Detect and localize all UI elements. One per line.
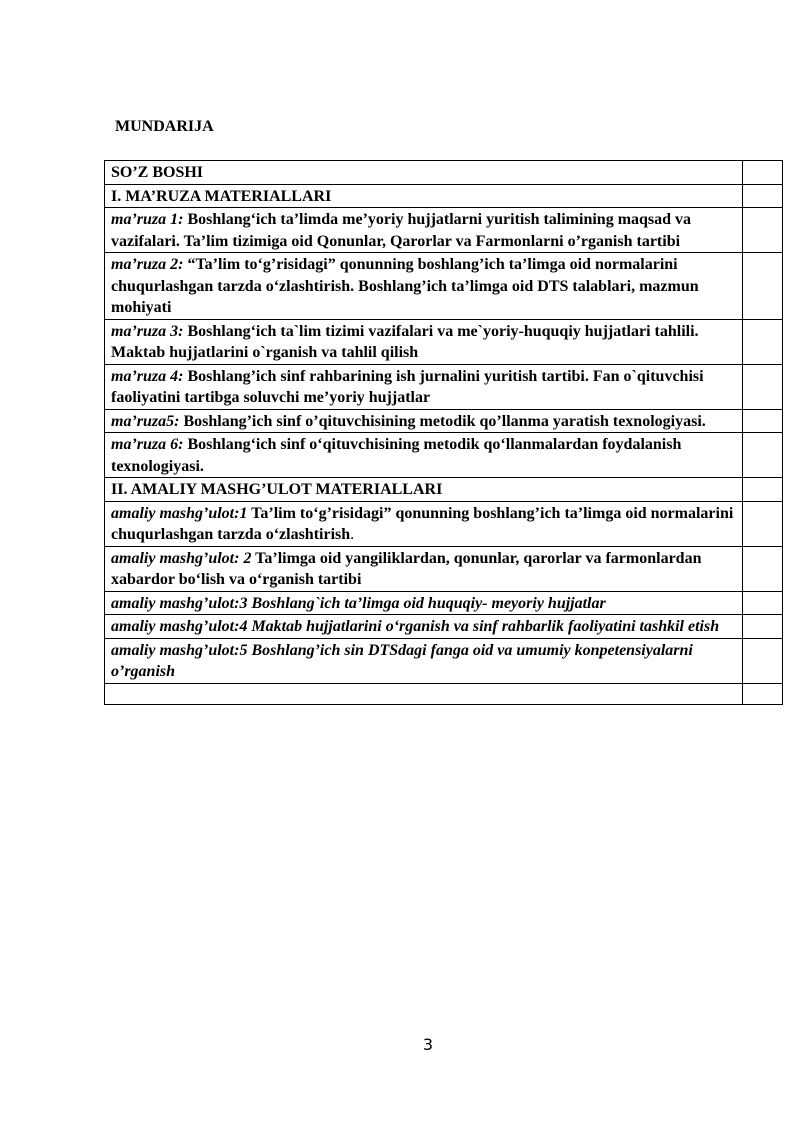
lecture-title: Boshlang’ich sinf rahbarining ish jurnalini yuritish tartibi. Fan o`qituvchisi faoliyatini tartibga soluvchi me’yoriy hujjatlar <box>111 367 704 406</box>
toc-row-empty <box>105 683 783 704</box>
practical-title: Maktab hujjatlarini o‘rganish va sinf rahbarlik faoliyatini tashkil etish <box>247 618 720 635</box>
toc-entry-practical-5[interactable] <box>105 638 743 683</box>
practical-title-tail: . <box>350 526 355 543</box>
toc-row-lecture-2 <box>105 253 783 320</box>
toc-page-cell <box>743 591 783 615</box>
toc-entry-practical-1[interactable] <box>105 501 743 546</box>
toc-page-cell <box>743 409 783 433</box>
page-number: 3 <box>422 1035 434 1054</box>
lecture-label: ma’ruza 1: <box>111 211 184 228</box>
lecture-label: ma’ruza 4: <box>111 367 184 385</box>
lecture-title: Boshlang‘ich sinf o‘qituvchisining metodik qo‘llanmalardan foydalanish texnologiyasi. <box>111 436 682 475</box>
toc-row-practical-4 <box>105 615 783 639</box>
toc-row-practical-5 <box>105 638 783 683</box>
toc-section-lectures[interactable]: I. MA’RUZA MATERIALLARI <box>105 184 743 208</box>
practical-label: amaliy mashg’ulot:3 <box>111 594 248 612</box>
toc-page-cell <box>743 364 783 409</box>
toc-entry-lecture-1[interactable] <box>105 208 743 253</box>
toc-entry-lecture-5[interactable] <box>105 409 743 433</box>
lecture-title: “Ta’lim to‘g’risidagi” qonunning boshlang’ich ta’limga oid normalarini chuqurlashgan tarzda o‘zlashtirish. Boshlang’ich ta’limga oid DTS talablari, mazmun mohiyati <box>111 256 699 316</box>
practical-title: Boshlang’ich sin DTSdagi fanga oid va umumiy konpetensiyalarni o’rganish <box>111 641 693 680</box>
toc-entry-lecture-6[interactable] <box>105 433 743 478</box>
toc-entry-foreword[interactable]: SO’Z BOSHI <box>105 161 743 185</box>
lecture-title: Boshlang’ich sinf o’qituvchisining metodik qo’llanma yaratish texnologiyasi. <box>179 412 706 430</box>
toc-row-lecture-1 <box>105 208 783 253</box>
toc-row-lecture-5 <box>105 409 783 433</box>
toc-row-lecture-6 <box>105 433 783 478</box>
lecture-label: ma’ruza 3: <box>111 322 184 340</box>
lecture-title: Boshlang‘ich ta`lim tizimi vazifalari va me`yoriy-huquqiy hujjatlari tahlili. Maktab hujjatlarini o`rganish va tahlil qilish <box>111 322 699 361</box>
toc-row-practical-3 <box>105 591 783 615</box>
toc-section-practicals[interactable]: II. AMALIY MASHG’ULOT MATERIALLARI <box>105 478 743 502</box>
lecture-title: Boshlang‘ich ta’limda me’yoriy hujjatlarni yuritish talimining maqsad va vazifalari. Ta’lim tizimiga oid Qonunlar, Qarorlar va Farmonlarni o’rganish tartibi <box>111 211 692 250</box>
toc-page-cell <box>743 478 783 502</box>
toc-entry-practical-4[interactable] <box>105 615 743 639</box>
toc-row-foreword <box>105 161 783 185</box>
toc-page-cell <box>743 615 783 639</box>
toc-entry-practical-2[interactable] <box>105 546 743 591</box>
toc-entry-lecture-2[interactable] <box>105 253 743 320</box>
toc-row-lecture-3 <box>105 319 783 364</box>
toc-row-practical-2 <box>105 546 783 591</box>
toc-entry-practical-3[interactable] <box>105 591 743 615</box>
toc-page-cell <box>743 161 783 185</box>
practical-title: Boshlang`ich ta’limga oid huquqiy- meyoriy hujjatlar <box>247 594 606 612</box>
practical-title: Ta’lim to‘g’risidagi” qonunning boshlang’ich ta’limga oid normalarini chuqurlashgan tarzda o‘zlashtirish <box>111 504 734 543</box>
toc-row-practical-1 <box>105 501 783 546</box>
lecture-label: ma’ruza5: <box>111 412 180 430</box>
lecture-label: ma’ruza 6: <box>111 436 184 453</box>
toc-page-cell <box>743 546 783 591</box>
toc-entry-lecture-3[interactable] <box>105 319 743 364</box>
toc-page-cell <box>743 433 783 478</box>
practical-label: amaliy mashg’ulot: 2 <box>111 549 252 567</box>
toc-row-section-1 <box>105 184 783 208</box>
toc-row-section-2 <box>105 478 783 502</box>
toc-page-cell <box>743 638 783 683</box>
practical-label: amaliy mashg’ulot:4 <box>111 618 248 635</box>
lecture-label: ma’ruza 2: <box>111 256 184 273</box>
toc-entry-lecture-4[interactable] <box>105 364 743 409</box>
toc-page-cell <box>743 253 783 320</box>
table-of-contents <box>104 160 783 705</box>
practical-label: amaliy mashg’ulot:1 <box>111 504 248 522</box>
toc-page-cell <box>743 208 783 253</box>
toc-empty-cell <box>105 683 743 704</box>
practical-title: Ta’limga oid yangiliklardan, qonunlar, qarorlar va farmonlardan xabardor bo‘lish va o‘rganish tartibi <box>111 549 702 588</box>
toc-row-lecture-4 <box>105 364 783 409</box>
toc-page-cell <box>743 319 783 364</box>
toc-page-cell <box>743 501 783 546</box>
practical-label: amaliy mashg’ulot:5 <box>111 641 248 659</box>
page-title: MUNDARIJA <box>115 118 214 135</box>
toc-page-cell <box>743 184 783 208</box>
toc-page-cell <box>743 683 783 704</box>
